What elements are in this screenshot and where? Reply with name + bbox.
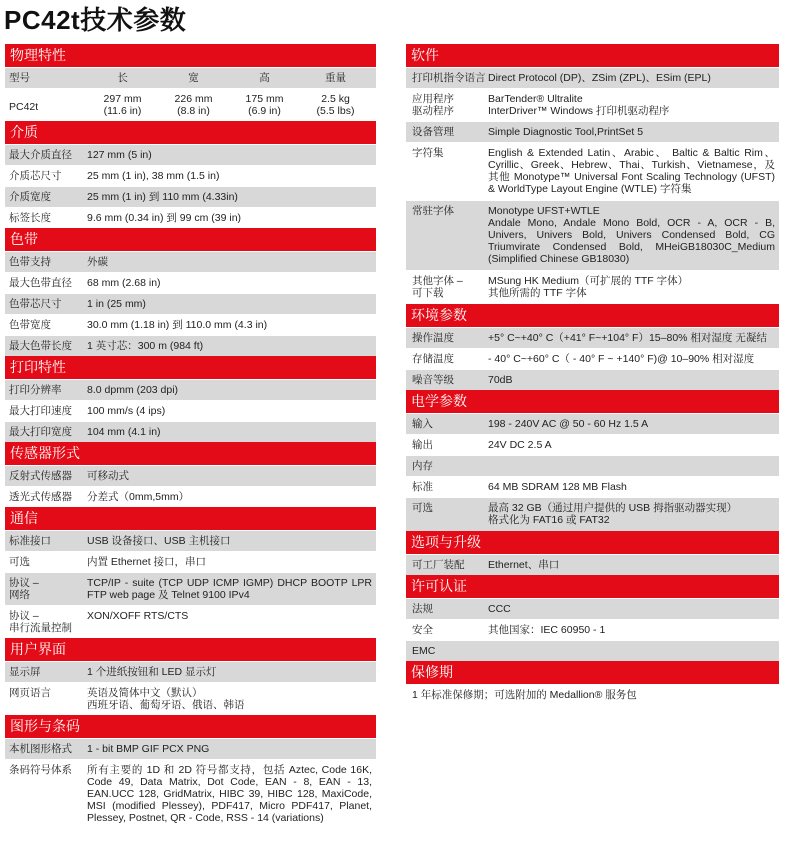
spec-row bbox=[406, 598, 779, 619]
spec-label: 打印分辨率 bbox=[9, 384, 62, 396]
section-heading-electrical: 电学参数 bbox=[406, 390, 779, 413]
spec-value: 分差式（0mm,5mm） bbox=[87, 491, 190, 503]
spec-value: 1 年标准保修期；可选附加的 Medallion® 服务包 bbox=[412, 689, 637, 701]
spec-row bbox=[406, 497, 779, 531]
spec-label: 可选 bbox=[9, 556, 30, 568]
spec-label: 条码符号体系 bbox=[9, 764, 72, 776]
spec-label: 最大色带长度 bbox=[9, 340, 72, 352]
spec-header-row bbox=[5, 67, 376, 88]
section-heading-options: 选项与升级 bbox=[406, 531, 779, 554]
spec-value: 104 mm (4.1 in) bbox=[87, 426, 161, 438]
spec-row bbox=[5, 682, 376, 715]
model-row bbox=[5, 88, 376, 121]
header-length: 长 bbox=[117, 72, 128, 84]
spec-value: English & Extended Latin、Arabic、 Baltic & Baltic Rim、Cyrillic、Greek、Hebrew、Thai、Turkish、Vietnamese，及其他 Monotype™ Universal Font Scaling Technology (UFST) & WorldType Layout Engine (WTLE) 字符集 bbox=[488, 147, 775, 195]
header-model: 型号 bbox=[9, 72, 30, 84]
spec-row bbox=[5, 251, 376, 272]
spec-value: 外碳 bbox=[87, 256, 108, 268]
spec-label: 输出 bbox=[412, 439, 433, 451]
spec-label: 设备管理 bbox=[412, 126, 454, 138]
spec-row bbox=[406, 640, 779, 661]
spec-row bbox=[5, 293, 376, 314]
spec-label: 存储温度 bbox=[412, 353, 454, 365]
spec-label: 输入 bbox=[412, 418, 433, 430]
spec-value: 其他国家：IEC 60950 - 1 bbox=[488, 624, 606, 636]
spec-row bbox=[406, 455, 779, 476]
spec-row bbox=[5, 207, 376, 228]
spec-value: 1 英寸芯：300 m (984 ft) bbox=[87, 340, 204, 352]
header-height: 高 bbox=[259, 72, 270, 84]
spec-label: 噪音等级 bbox=[412, 374, 454, 386]
spec-row bbox=[5, 530, 376, 551]
spec-label: 色带芯尺寸 bbox=[9, 298, 62, 310]
section-heading-cert: 许可认证 bbox=[406, 575, 779, 598]
model-height: 175 mm (6.9 in) bbox=[245, 93, 284, 117]
section-heading-physical: 物理特性 bbox=[5, 44, 376, 67]
spec-value: 127 mm (5 in) bbox=[87, 149, 152, 161]
spec-value: USB 设备接口、USB 主机接口 bbox=[87, 535, 231, 547]
spec-value: +5° C~+40° C（+41° F~+104° F）15–80% 相对湿度 无凝结 bbox=[488, 332, 767, 344]
spec-value: 25 mm (1 in) 到 110 mm (4.33in) bbox=[87, 191, 238, 203]
spec-value bbox=[488, 645, 779, 658]
spec-row bbox=[5, 738, 376, 759]
spec-value: 30.0 mm (1.18 in) 到 110.0 mm (4.3 in) bbox=[87, 319, 268, 331]
spec-row bbox=[5, 465, 376, 486]
spec-label: EMC bbox=[412, 645, 436, 657]
spec-row bbox=[5, 335, 376, 356]
spec-row bbox=[5, 272, 376, 293]
spec-label: 协议 – 网络 bbox=[9, 577, 39, 601]
model-name: PC42t bbox=[9, 101, 39, 113]
header-weight: 重量 bbox=[325, 72, 346, 84]
section-heading-software: 软件 bbox=[406, 44, 779, 67]
spec-row bbox=[406, 619, 779, 640]
spec-value: 1 - bit BMP GIF PCX PNG bbox=[87, 743, 210, 755]
spec-label: 协议 – 串行流量控制 bbox=[9, 610, 72, 634]
spec-label: 色带支持 bbox=[9, 256, 51, 268]
spec-value: Ethernet、串口 bbox=[488, 559, 560, 571]
spec-value: - 40° C~+60° C（ - 40° F ~ +140° F)@ 10–90% 相对湿度 bbox=[488, 353, 755, 365]
spec-row bbox=[5, 400, 376, 421]
section-heading-comm: 通信 bbox=[5, 507, 376, 530]
spec-value: 最高 32 GB（通过用户提供的 USB 拇指驱动器实现） 格式化为 FAT16 或 FAT32 bbox=[488, 502, 738, 526]
spec-row bbox=[5, 144, 376, 165]
spec-value: 1 个进纸按钮和 LED 显示灯 bbox=[87, 666, 217, 678]
spec-label: 介质芯尺寸 bbox=[9, 170, 62, 182]
spec-row bbox=[406, 67, 779, 88]
spec-value: 8.0 dpmm (203 dpi) bbox=[87, 384, 179, 396]
section-heading-env: 环境参数 bbox=[406, 304, 779, 327]
spec-label: 标签长度 bbox=[9, 212, 51, 224]
spec-label: 常驻字体 bbox=[412, 205, 454, 217]
section-heading-print: 打印特性 bbox=[5, 356, 376, 379]
model-width: 226 mm (8.8 in) bbox=[174, 93, 213, 117]
model-weight: 2.5 kg (5.5 lbs) bbox=[316, 93, 355, 117]
spec-value: Direct Protocol (DP)、ZSim (ZPL)、ESim (EPL) bbox=[488, 72, 711, 84]
spec-value: Monotype UFST+WTLE Andale Mono, Andale Mono Bold, OCR - A, OCR - B, Univers, Univers Bold, Univers Condensed Bold, CG Triumvirate Condensed Bold, MHeiGB18030C_Medium (Simplified Chinese GB18030) bbox=[488, 205, 775, 265]
spec-row bbox=[406, 121, 779, 142]
spec-value: 64 MB SDRAM 128 MB Flash bbox=[488, 481, 627, 493]
spec-value: 内置 Ethernet 接口，串口 bbox=[87, 556, 207, 568]
spec-row bbox=[406, 554, 779, 575]
spec-value: 25 mm (1 in), 38 mm (1.5 in) bbox=[87, 170, 220, 182]
spec-row bbox=[406, 142, 779, 200]
spec-label: 操作温度 bbox=[412, 332, 454, 344]
spec-label: 法规 bbox=[412, 603, 433, 615]
spec-row bbox=[406, 434, 779, 455]
spec-value: 68 mm (2.68 in) bbox=[87, 277, 161, 289]
spec-label: 可工厂装配 bbox=[412, 559, 465, 571]
spec-value: 英语及简体中文（默认） 西班牙语、葡萄牙语、俄语、韩语 bbox=[87, 687, 245, 711]
right-column bbox=[406, 44, 779, 704]
spec-value: 70dB bbox=[488, 374, 513, 386]
spec-row bbox=[5, 661, 376, 682]
spec-label: 安全 bbox=[412, 624, 433, 636]
spec-label: 最大色带直径 bbox=[9, 277, 72, 289]
spec-row bbox=[406, 200, 779, 270]
spec-label: 字符集 bbox=[412, 147, 444, 159]
spec-row bbox=[5, 759, 376, 839]
spec-row bbox=[406, 413, 779, 434]
spec-value bbox=[488, 460, 779, 473]
spec-value: XON/XOFF RTS/CTS bbox=[87, 610, 189, 622]
spec-label: 最大打印宽度 bbox=[9, 426, 72, 438]
spec-label: 最大打印速度 bbox=[9, 405, 72, 417]
spec-row bbox=[5, 421, 376, 442]
spec-row bbox=[406, 88, 779, 121]
spec-label: 色带宽度 bbox=[9, 319, 51, 331]
spec-row bbox=[406, 327, 779, 348]
spec-value: BarTender® Ultralite InterDriver™ Windows 打印机驱动程序 bbox=[488, 93, 670, 117]
spec-value: 24V DC 2.5 A bbox=[488, 439, 552, 451]
spec-value: 9.6 mm (0.34 in) 到 99 cm (39 in) bbox=[87, 212, 242, 224]
section-heading-sensor: 传感器形式 bbox=[5, 442, 376, 465]
section-heading-ribbon: 色带 bbox=[5, 228, 376, 251]
spec-row bbox=[406, 476, 779, 497]
spec-row bbox=[5, 314, 376, 335]
header-width: 宽 bbox=[188, 72, 199, 84]
spec-row bbox=[406, 348, 779, 369]
spec-row bbox=[5, 186, 376, 207]
spec-row bbox=[406, 270, 779, 304]
spec-value: 所有主要的 1D 和 2D 符号都支持，包括 Aztec, Code 16K, Code 49, Data Matrix, Dot Code, EAN - 8, EAN - 13, EAN.UCC 128, GridMatrix, HIBC 39, HIBC 128, MaxiCode, MSI (modified Plessey), PDF417, Micro PDF417, Planet, Plessey, Postnet, QR - Code, RSS - 14 (variations) bbox=[87, 764, 372, 824]
spec-value: CCC bbox=[488, 603, 511, 615]
spec-label: 透光式传感器 bbox=[9, 491, 72, 503]
spec-row bbox=[406, 369, 779, 390]
page-title: PC42t技术参数 bbox=[4, 5, 187, 35]
left-column bbox=[5, 44, 376, 839]
section-heading-warranty: 保修期 bbox=[406, 661, 779, 684]
spec-row bbox=[5, 551, 376, 572]
spec-label: 打印机指令语言 bbox=[412, 72, 486, 84]
spec-label: 最大介质直径 bbox=[9, 149, 72, 161]
spec-label: 网页语言 bbox=[9, 687, 51, 699]
warranty-text bbox=[406, 684, 779, 704]
spec-row bbox=[5, 165, 376, 186]
spec-label: 标准接口 bbox=[9, 535, 51, 547]
spec-label: 可选 bbox=[412, 502, 433, 514]
spec-label: 显示屏 bbox=[9, 666, 41, 678]
spec-value: TCP/IP - suite (TCP UDP ICMP IGMP) DHCP BOOTP LPR FTP web page 及 Telnet 9100 IPv4 bbox=[87, 577, 372, 601]
section-heading-graphics: 图形与条码 bbox=[5, 715, 376, 738]
spec-label: 介质宽度 bbox=[9, 191, 51, 203]
spec-label: 标准 bbox=[412, 481, 433, 493]
spec-value: 100 mm/s (4 ips) bbox=[87, 405, 166, 417]
spec-label: 应用程序 驱动程序 bbox=[412, 93, 454, 117]
spec-row bbox=[5, 572, 376, 605]
spec-value: 可移动式 bbox=[87, 470, 129, 482]
section-heading-media: 介质 bbox=[5, 121, 376, 144]
spec-label: 反射式传感器 bbox=[9, 470, 72, 482]
spec-row bbox=[5, 379, 376, 400]
spec-value: 198 - 240V AC @ 50 - 60 Hz 1.5 A bbox=[488, 418, 649, 430]
spec-row bbox=[5, 486, 376, 507]
spec-value: 1 in (25 mm) bbox=[87, 298, 146, 310]
section-heading-ui: 用户界面 bbox=[5, 638, 376, 661]
spec-label: 本机图形格式 bbox=[9, 743, 72, 755]
model-length: 297 mm (11.6 in) bbox=[103, 93, 142, 117]
spec-value: MSung HK Medium（可扩展的 TTF 字体） 其他所需的 TTF 字体 bbox=[488, 275, 689, 299]
spec-value: Simple Diagnostic Tool,PrintSet 5 bbox=[488, 126, 644, 138]
spec-row bbox=[5, 605, 376, 638]
spec-label: 其他字体 – 可下载 bbox=[412, 275, 463, 299]
spec-label: 内存 bbox=[412, 460, 433, 472]
